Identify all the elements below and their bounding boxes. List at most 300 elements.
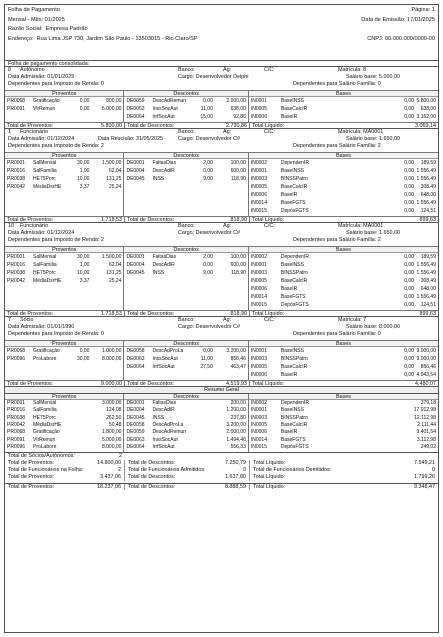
- bases-code: IN0003: [250, 270, 267, 277]
- bases-name: BaseINSS: [280, 262, 304, 269]
- bases-name: BaseIR: [280, 286, 298, 293]
- deductions-code: DE0045: [126, 176, 145, 183]
- deductions-row: [124, 105, 247, 113]
- total-deductions-label: Total de Descontos:: [127, 310, 175, 317]
- bases-name: BaseCalcIR: [280, 184, 308, 191]
- bases-code: IN0014: [250, 294, 267, 301]
- deductions-code: DE0059: [126, 98, 145, 104]
- bases-code: IN0002: [250, 160, 267, 167]
- summary-bases-name: BaseIR: [280, 429, 298, 436]
- sum-employees-earnings-value: 3.437,06: [100, 473, 121, 480]
- deductions-value: 100,00: [230, 254, 246, 261]
- bases-column: [249, 91, 438, 122]
- employee-matricula: Matrícula: MA0001: [338, 129, 384, 136]
- summary-bases-header: Bases: [249, 394, 438, 400]
- earnings-code: PR0068: [7, 348, 26, 355]
- summary-deductions-name: FaltasDias: [152, 399, 177, 406]
- summary-deductions-name: InssSocAut: [152, 436, 178, 443]
- bases-name: BINSSPatro: [280, 356, 308, 363]
- sum-partners-value: 2: [119, 452, 122, 459]
- net-total-value: 899,63: [419, 310, 436, 317]
- summary-bases-value: 17.912,98: [413, 407, 436, 414]
- bank-label: Banco:: [178, 317, 195, 324]
- bases-value: 3.162,00: [416, 114, 436, 120]
- sum-employees-label: Total de Funcionários na Folha:: [8, 466, 84, 473]
- summary-earnings-value: 8.000,00: [101, 444, 122, 451]
- summary-bases-name: DependenIR: [280, 399, 309, 406]
- bases-ref: 0,00: [404, 302, 414, 309]
- bases-value: 308,49: [420, 184, 436, 191]
- deductions-value: 2.000,00: [226, 98, 246, 104]
- earnings-column: [5, 91, 124, 122]
- deductions-name: INSS: [152, 176, 165, 183]
- summary-deductions-row: [124, 422, 247, 429]
- company-cnpj: CNPJ: 00.000.000/0000-00: [367, 35, 435, 42]
- bases-column: [249, 153, 438, 216]
- summary-earnings-name: SalMensal: [33, 399, 57, 406]
- bases-row: [249, 285, 438, 293]
- bases-ref: 0,00: [404, 254, 414, 261]
- summary-earnings-value: 50,48: [108, 422, 122, 429]
- earnings-column: [5, 153, 124, 216]
- total-earnings-label: Total de Proventos:: [7, 216, 54, 223]
- bases-ref: 0,00: [404, 114, 414, 120]
- net-total-value: 899,63: [419, 216, 436, 223]
- earnings-value: 131,25: [106, 176, 122, 183]
- grand-net-value: 9.348,47: [414, 483, 435, 490]
- dependents-sf: Dependentes para Salário Família: 2: [293, 237, 381, 244]
- sum-employees-net-label: Total Líquido:: [253, 473, 286, 480]
- employee-info: [5, 129, 438, 152]
- earnings-code: PR0068: [7, 98, 26, 104]
- summary-deductions-code: DE0045: [126, 414, 145, 421]
- bases-name: BaseFGTS: [280, 294, 306, 301]
- bases-header: Bases: [249, 247, 438, 253]
- bases-value: 1.556,49: [416, 168, 436, 175]
- totals-summary: [5, 452, 438, 490]
- admission-date: Data Admissão: 01/12/2024: [8, 136, 75, 143]
- bases-value: 189,59: [420, 254, 436, 261]
- summary-bases-row: [249, 444, 438, 451]
- bases-code: IN0005: [250, 278, 267, 285]
- bases-code: IN0006: [250, 372, 267, 379]
- bases-name: DependenIR: [280, 160, 309, 167]
- bases-code: IN0003: [250, 176, 267, 183]
- bases-ref: 0,00: [404, 208, 414, 215]
- deductions-row: [124, 159, 247, 167]
- bases-value: 124,51: [420, 208, 436, 215]
- employee-block: [5, 223, 438, 317]
- earnings-name: SalMensal: [33, 254, 57, 261]
- earnings-value: 5.000,00: [101, 106, 122, 112]
- sum-partners-earnings-label: Total de Proventos:: [8, 459, 55, 466]
- earnings-code: PR0042: [7, 184, 26, 191]
- dependents-sf: Dependentes para Salário Família: 2: [293, 143, 381, 150]
- net-total-label: Total Líquido:: [252, 380, 285, 387]
- summary-earnings-code: PR0001: [7, 399, 26, 406]
- earnings-value: 25,24: [108, 278, 122, 285]
- bases-ref: 0,00: [404, 262, 414, 269]
- earnings-code: PR0038: [7, 176, 26, 183]
- bases-row: [249, 363, 438, 371]
- summary-earnings-row: [5, 429, 123, 436]
- bases-row: [249, 371, 438, 379]
- summary-earnings-name: VlrRemun: [33, 436, 56, 443]
- employee-matricula: Matrícula: 7: [338, 317, 367, 324]
- bases-code: IN0001: [250, 168, 267, 175]
- deductions-name: DescAdiR: [152, 168, 175, 175]
- earnings-row: [5, 277, 123, 285]
- summary-earnings-row: [5, 437, 123, 444]
- bases-row: [249, 199, 438, 207]
- summary-deductions-row: [124, 429, 247, 436]
- bases-code: IN0005: [250, 106, 267, 112]
- deductions-row: [124, 261, 247, 269]
- summary-earnings-row: [5, 422, 123, 429]
- bases-row: [249, 191, 438, 199]
- bases-row: [249, 159, 438, 167]
- employee-info: [5, 223, 438, 246]
- total-deductions-value: 818,90: [230, 216, 247, 223]
- bases-code: IN0006: [250, 286, 267, 293]
- bases-code: IN0003: [250, 356, 267, 363]
- bases-ref: 0,00: [404, 176, 414, 183]
- grand-deductions-value: 8.888,59: [225, 483, 246, 490]
- earnings-code: PR0016: [7, 262, 26, 269]
- summary-earnings-code: PR0042: [7, 422, 26, 429]
- summary-earnings-name: Gratificação: [33, 429, 60, 436]
- bases-name: BINSSPatro: [280, 270, 308, 277]
- earnings-value: 131,25: [106, 270, 122, 277]
- earnings-code: PR0038: [7, 270, 26, 277]
- dependents-sf: Dependentes para Salário Família: 0: [293, 331, 381, 338]
- summary-bases-value: 2.111,44: [417, 422, 436, 429]
- base-salary: Salário base: 1.650,00: [346, 230, 400, 237]
- agency-label: Ag:: [223, 129, 232, 136]
- employee-list: [5, 67, 438, 387]
- total-deductions-label: Total de Descontos:: [127, 380, 175, 387]
- employee-code: 1: [8, 129, 11, 136]
- bases-name: BaseINSS: [280, 168, 304, 175]
- bases-header: Bases: [249, 153, 438, 159]
- summary-bases-row: [249, 415, 438, 422]
- total-earnings-label: Total de Proventos:: [7, 122, 54, 129]
- bases-row: [249, 253, 438, 261]
- summary-deductions-value: 1.200,00: [226, 407, 246, 414]
- employee-block: [5, 129, 438, 223]
- summary-earnings-value: 3.000,00: [101, 399, 122, 406]
- bases-ref: 0,00: [404, 356, 414, 363]
- employee-matricula: Matrícula: 8: [338, 67, 367, 73]
- earnings-row: [5, 183, 123, 191]
- summary-deductions-name: INSS: [152, 414, 165, 421]
- summary-earnings-row: [5, 444, 123, 451]
- deductions-code: DE0001: [126, 160, 145, 167]
- earnings-ref: 3,37: [79, 278, 90, 285]
- bases-ref: 0,00: [404, 168, 414, 175]
- summary-bases-value: 3.112,98: [416, 436, 436, 443]
- summary-earnings-value: 1.800,00: [101, 429, 122, 436]
- summary-deductions-code: DE0059: [126, 429, 145, 436]
- summary-earnings-value: 262,50: [106, 414, 122, 421]
- earnings-ref: 10,00: [76, 270, 90, 277]
- employee-role: Cargo: Desenvolvedor C#: [178, 136, 241, 143]
- employee-code: 8: [8, 67, 11, 73]
- bases-name: BaseINSS: [280, 348, 304, 355]
- earnings-code: PR0001: [7, 160, 26, 167]
- earnings-ref: 0,00: [79, 106, 90, 112]
- summary-earnings-code: PR0038: [7, 414, 26, 421]
- summary-bases-name: BaseFGTS: [280, 436, 306, 443]
- summary-bases-row: [249, 400, 438, 407]
- bases-row: [249, 355, 438, 363]
- deductions-ref: 2,00: [203, 160, 213, 167]
- earnings-value: 800,00: [106, 98, 122, 104]
- deductions-value: 463,47: [230, 364, 246, 371]
- deductions-code: DE0063: [126, 106, 145, 112]
- earnings-row: [5, 355, 123, 363]
- employee-block: [5, 67, 438, 129]
- summary-earnings-row: [5, 415, 123, 422]
- deductions-name: DescAdiR: [152, 262, 175, 269]
- total-earnings-value: 9.000,00: [101, 380, 122, 387]
- earnings-name: MédiaDsrHE: [33, 278, 62, 285]
- deductions-ref: 9,00: [203, 270, 213, 277]
- bases-row: [249, 261, 438, 269]
- deductions-value: 600,00: [230, 168, 246, 175]
- dependents-ir: Dependentes para Imposto de Renda: 0: [8, 81, 104, 87]
- earnings-ref: 0,00: [79, 348, 90, 355]
- employee-info: [5, 317, 438, 340]
- summary-earnings-code: PR0096: [7, 444, 26, 451]
- bases-code: IN0006: [250, 114, 267, 120]
- bases-name: BaseIR: [280, 372, 298, 379]
- deductions-value: 100,00: [230, 160, 246, 167]
- summary-earnings-name: MédiaDsrHE: [33, 422, 62, 429]
- earnings-ref: 3,37: [79, 184, 90, 191]
- summary-bases-code: IN0001: [250, 407, 267, 414]
- deductions-column: [124, 341, 248, 380]
- summary-earnings-code: PR0091: [7, 436, 26, 443]
- deductions-ref: 0,00: [203, 348, 213, 355]
- summary-earnings-value: 124,08: [106, 407, 122, 414]
- summary-earnings-name: SalFamília: [33, 407, 57, 414]
- deductions-header: Descontos: [124, 247, 247, 253]
- bases-value: 189,59: [420, 160, 436, 167]
- summary-line: [5, 467, 438, 474]
- deductions-value: 92,86: [233, 114, 246, 120]
- earnings-header: Proventos: [5, 341, 123, 347]
- sum-partners-net-label: Total Líquido:: [253, 459, 286, 466]
- summary-bases-row: [249, 422, 438, 429]
- summary-bases-row: [249, 429, 438, 436]
- employee-name: Funcionário: [20, 129, 49, 136]
- deductions-row: [124, 97, 247, 105]
- bases-row: [249, 269, 438, 277]
- bases-ref: 0,00: [404, 106, 414, 112]
- total-deductions-value: 4.519,93: [226, 380, 247, 387]
- bases-ref: 0,00: [404, 348, 414, 355]
- earnings-name: MédiaDsrHE: [33, 184, 62, 191]
- earnings-code: PR0016: [7, 168, 26, 175]
- summary-bases-code: IN0006: [250, 429, 267, 436]
- summary-deductions-value: 2.000,00: [226, 429, 246, 436]
- summary-bases-column: [249, 394, 438, 452]
- bases-name: DependenIR: [280, 254, 309, 261]
- dependents-ir: Dependentes para Imposto de Renda: 0: [8, 331, 104, 338]
- net-total-value: 4.480,07: [415, 380, 436, 387]
- deductions-name: InssSocAut: [152, 106, 178, 112]
- bases-code: IN0015: [250, 302, 267, 309]
- bases-value: 9.000,00: [416, 348, 436, 355]
- employee-name: Autônomo: [20, 67, 45, 73]
- summary-bases-code: IN0002: [250, 399, 267, 406]
- deductions-value: 118,90: [230, 270, 246, 277]
- bases-name: DepósFGTS: [280, 208, 309, 215]
- deductions-row: [124, 167, 247, 175]
- deductions-value: 856,46: [230, 356, 246, 363]
- consolidated-title: Folha de pagamento consolidada:: [5, 61, 438, 67]
- bases-value: 638,00: [420, 106, 436, 112]
- sum-dismissed-value: 0: [432, 466, 435, 473]
- earnings-name: Gratificação: [33, 98, 60, 104]
- employee-role: Cargo: Desenvolvedor C#: [178, 324, 241, 331]
- bases-ref: 0,00: [404, 184, 414, 191]
- deductions-name: DescAdProLa: [152, 348, 184, 355]
- deductions-ref: 2,00: [203, 254, 213, 261]
- deductions-header: Descontos: [124, 341, 247, 347]
- earnings-row: [5, 167, 123, 175]
- base-salary: Salário base: 8.000,00: [346, 324, 400, 331]
- deductions-row: [124, 253, 247, 261]
- deductions-name: InssSocAut: [152, 356, 178, 363]
- sum-employees-net-value: 1.799,26: [414, 473, 435, 480]
- earnings-ref: 30,00: [76, 254, 90, 261]
- bases-row: [249, 167, 438, 175]
- total-earnings-label: Total de Proventos:: [7, 380, 54, 387]
- bases-value: 856,46: [420, 364, 436, 371]
- summary-earnings-value: 5.000,00: [101, 436, 122, 443]
- earnings-ref: 10,00: [76, 176, 90, 183]
- bases-ref: 0,00: [404, 98, 414, 104]
- emission-date: Data de Emissão: 17/01/2025: [361, 16, 435, 23]
- summary-deductions-row: [124, 407, 247, 414]
- deductions-code: DE0045: [126, 270, 145, 277]
- earnings-ref: 1,00: [79, 168, 90, 175]
- bases-row: [249, 207, 438, 215]
- total-deductions-label: Total de Descontos:: [127, 216, 175, 223]
- earnings-header: Proventos: [5, 153, 123, 159]
- employee-totals: [5, 310, 438, 317]
- account-label: C/C:: [264, 317, 275, 324]
- dependents-sf: Dependentes para Salário Família: 0: [293, 81, 381, 87]
- summary-deductions-name: DescAdProLa: [152, 422, 184, 429]
- employee-name: Sócio: [20, 317, 34, 324]
- employee-name: Funcionário: [20, 223, 49, 230]
- earnings-row: [5, 159, 123, 167]
- summary-bases-value: 9.401,54: [416, 429, 436, 436]
- earnings-code: PR0042: [7, 278, 26, 285]
- summary-deductions-header: Descontos: [124, 394, 247, 400]
- bases-code: IN0015: [250, 208, 267, 215]
- company-address: Rua Lima JSP 730, Jardim São Paulo - 13503015 - Rio Claro/SP: [36, 35, 198, 42]
- employee-block: [5, 317, 438, 387]
- bases-row: [249, 301, 438, 309]
- earnings-name: ProLabore: [33, 356, 57, 363]
- bases-code: IN0005: [250, 184, 267, 191]
- summary-deductions-code: DE0063: [126, 436, 145, 443]
- deductions-name: DescAdRemun: [152, 98, 187, 104]
- total-earnings-value: 1.718,53: [101, 216, 122, 223]
- bases-value: 5.800,00: [416, 98, 436, 104]
- earnings-name: VlrRemun: [33, 106, 56, 112]
- account-label: C/C:: [264, 129, 275, 136]
- dependents-ir: Dependentes para Imposto de Renda: 2: [8, 237, 104, 244]
- summary-line: [5, 453, 438, 460]
- earnings-code: PR0091: [7, 106, 26, 112]
- deductions-code: DE0058: [126, 348, 145, 355]
- summary-deductions-row: [124, 444, 247, 451]
- grand-earnings-label: Total de Proventos:: [8, 483, 55, 490]
- bases-name: BaseCalcIR: [280, 364, 308, 371]
- earnings-value: 62,04: [108, 262, 122, 269]
- deductions-row: [124, 113, 247, 121]
- bases-name: BaseIR: [280, 114, 298, 120]
- admission-date: Data Admissão: 01/01/1990: [8, 324, 75, 331]
- bases-ref: 0,00: [404, 364, 414, 371]
- employee-totals: [5, 380, 438, 387]
- earnings-value: 1.000,00: [101, 348, 122, 355]
- earnings-header: Proventos: [5, 247, 123, 253]
- bases-value: 1.556,49: [416, 200, 436, 207]
- deductions-code: DE0001: [126, 254, 145, 261]
- company-label: Razão Social:: [8, 26, 43, 32]
- report-header: [5, 5, 438, 61]
- summary-line: [5, 460, 438, 467]
- earnings-value: 25,24: [108, 184, 122, 191]
- earnings-name: HE75Porc: [33, 270, 56, 277]
- deductions-ref: 15,00: [200, 114, 213, 120]
- report-title: Folha de Pagamento: [8, 7, 60, 13]
- sum-admitted-label: Total de Funcionários Admitidos:: [128, 466, 206, 473]
- summary-bases-code: IN0014: [250, 436, 267, 443]
- agency-label: Ag:: [223, 67, 232, 73]
- summary-deductions-row: [124, 400, 247, 407]
- deductions-column: [124, 153, 248, 216]
- deductions-name: FaltasDias: [152, 160, 177, 167]
- summary-deductions-row: [124, 415, 247, 422]
- summary-bases-code: IN0015: [250, 444, 267, 451]
- deductions-code: DE0063: [126, 356, 145, 363]
- summary-deductions-code: DE0058: [126, 422, 145, 429]
- deductions-ref: 0,00: [203, 98, 213, 104]
- bases-ref: 0,00: [404, 294, 414, 301]
- deductions-row: [124, 347, 247, 355]
- summary-deductions-value: 3.200,00: [226, 422, 246, 429]
- earnings-value: 8.000,00: [101, 356, 122, 363]
- bank-label: Banco:: [178, 223, 195, 230]
- deductions-value: 638,00: [230, 106, 246, 112]
- summary-bases-code: IN0005: [250, 422, 267, 429]
- deductions-value: 3.200,00: [226, 348, 246, 355]
- earnings-column: [5, 341, 124, 380]
- deductions-row: [124, 269, 247, 277]
- dependents-ir: Dependentes para Imposto de Renda: 2: [8, 143, 104, 150]
- page-number: Página: 1: [411, 7, 435, 13]
- summary-earnings-header: Proventos: [5, 394, 123, 400]
- summary-earnings-row: [5, 407, 123, 414]
- summary-bases-code: IN0003: [250, 414, 267, 421]
